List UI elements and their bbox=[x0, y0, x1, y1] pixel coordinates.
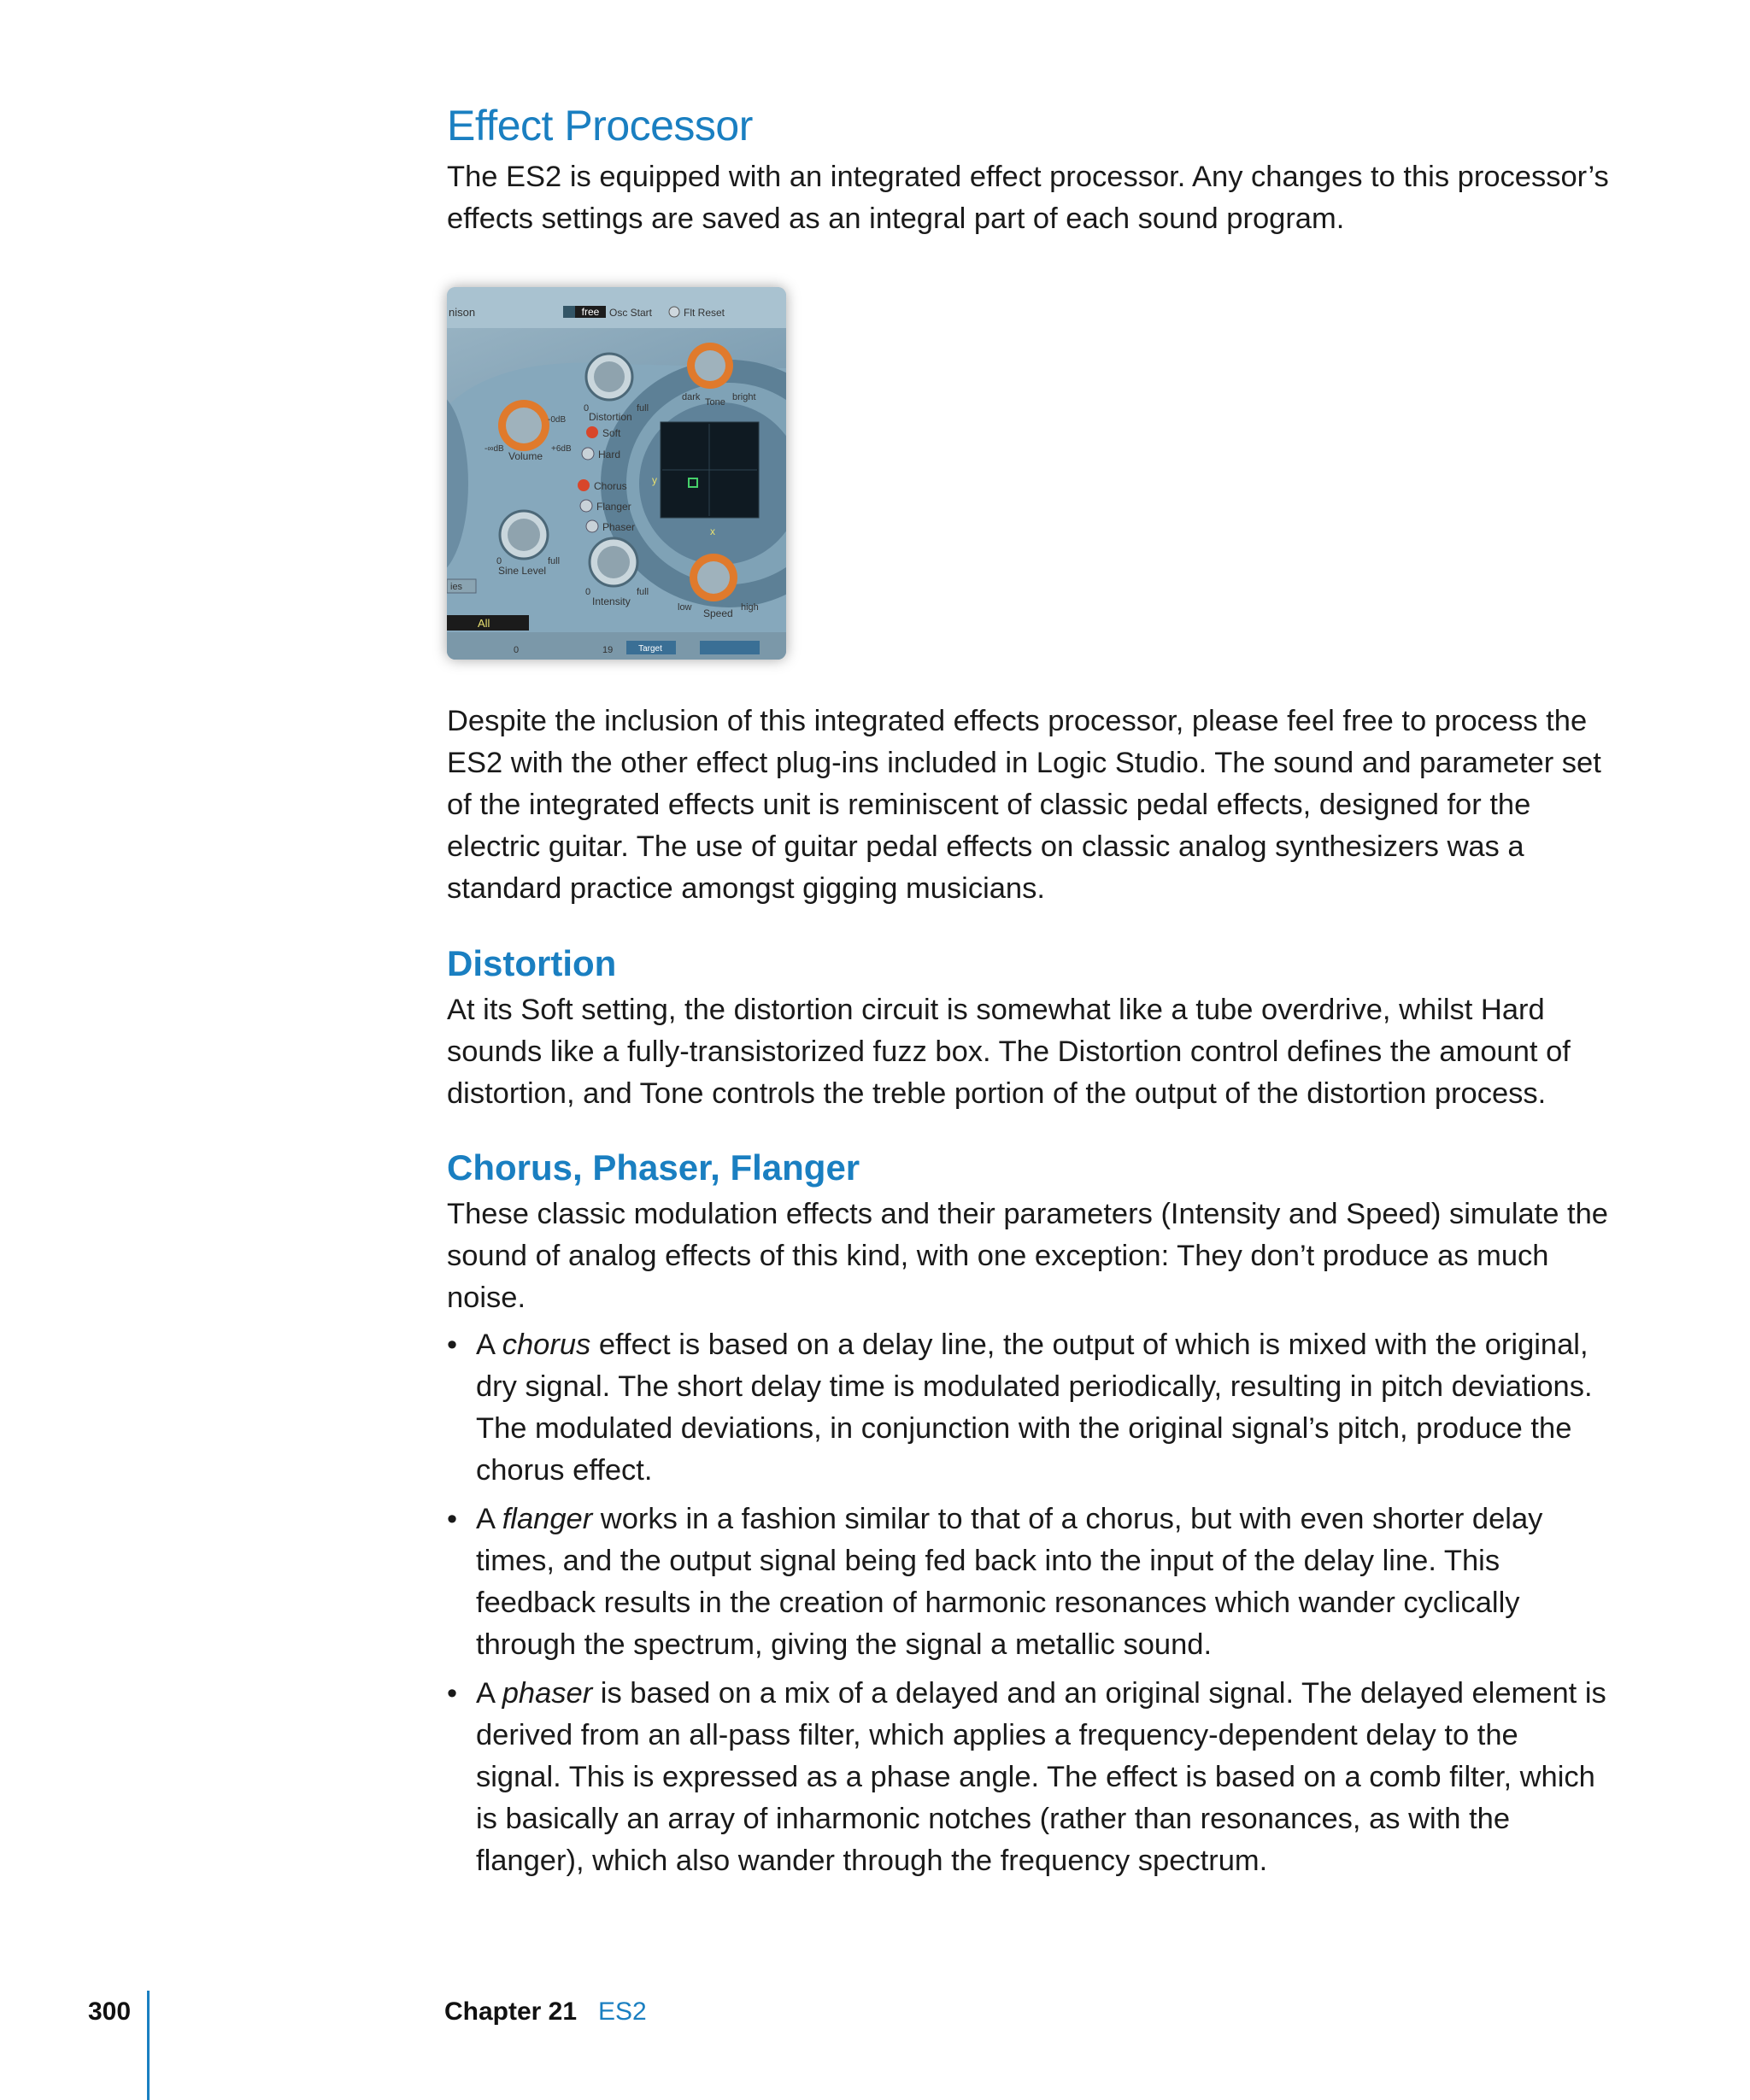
volume-mid: -0dB bbox=[548, 415, 567, 425]
list-item bbox=[447, 1673, 1609, 1882]
footer-divider bbox=[147, 1991, 150, 2100]
sine-min: 0 bbox=[496, 556, 502, 566]
speed-label: Speed bbox=[703, 607, 733, 619]
bullet: • bbox=[447, 1677, 458, 1710]
sine-max: full bbox=[548, 556, 561, 566]
es2-effects-panel-image bbox=[447, 287, 786, 660]
bullet: • bbox=[447, 1329, 458, 1361]
tone-min: dark bbox=[682, 392, 701, 402]
intensity-min: 0 bbox=[585, 587, 591, 597]
soft-label: Soft bbox=[602, 427, 621, 439]
bullet: • bbox=[447, 1503, 458, 1535]
xy-y-label: y bbox=[652, 474, 657, 486]
intensity-max: full bbox=[637, 587, 649, 597]
distortion-paragraph: At its Soft setting, the distortion circuit is somewhat like a tube overdrive, whilst Hard sounds like a fully-transistorized fuzz box. The Distortion control defines the amount of distortion, and Tone controls the treble portion of the output of the distortion process. bbox=[447, 994, 1571, 1110]
body-paragraph: Despite the inclusion of this integrated effects processor, please feel free to process the ES2 with the other effect plug-ins included in Logic Studio. The sound and parameter set of the integrated effects unit is reminiscent of classic pedal effects, designed for the electric guitar. The use of guitar pedal effects on classic analog synthesizers was a standard practice amongst gigging musicians. bbox=[447, 705, 1601, 905]
list-item bbox=[447, 1499, 1609, 1666]
flanger-radio[interactable] bbox=[580, 500, 592, 512]
intro-paragraph: The ES2 is equipped with an integrated effect processor. Any changes to this processor’s effects settings are saved as an integral part of each sound program. bbox=[447, 161, 1609, 235]
volume-label: Volume bbox=[508, 450, 543, 462]
bottom-right-button[interactable] bbox=[700, 641, 760, 654]
speed-min: low bbox=[678, 602, 692, 613]
osc-start-label: Osc Start bbox=[609, 307, 653, 319]
bullet-lead: A bbox=[476, 1677, 502, 1710]
target-label: Target bbox=[638, 644, 662, 654]
footer-chapter-title: ES2 bbox=[598, 1997, 647, 2026]
distortion-label: Distortion bbox=[589, 411, 632, 423]
mode-value: free bbox=[581, 306, 600, 318]
flanger-label: Flanger bbox=[596, 501, 631, 513]
side-tab-label: ies bbox=[450, 582, 463, 592]
bullet-lead: A bbox=[476, 1329, 502, 1361]
xy-x-label: x bbox=[710, 525, 715, 537]
bullet-text: effect is based on a delay line, the output of which is mixed with the original, dry signal. The short delay time is modulated periodically, resulting in pitch deviations. The modulated deviations, in conjunction with the original signal’s pitch, produce the chorus effect. bbox=[476, 1329, 1593, 1487]
chorus-radio[interactable] bbox=[578, 479, 590, 491]
flt-reset-label: Flt Reset bbox=[684, 307, 725, 319]
sine-level-label: Sine Level bbox=[498, 565, 547, 577]
phaser-label: Phaser bbox=[602, 521, 636, 533]
flt-reset-toggle[interactable] bbox=[669, 307, 679, 317]
bullet-term: chorus bbox=[502, 1329, 591, 1361]
hard-label: Hard bbox=[598, 449, 621, 460]
bottom-number: 19 bbox=[602, 645, 614, 655]
bullet-text: works in a fashion similar to that of a chorus, but with even shorter delay times, and the output signal being fed back into the input of the delay line. This feedback results in the creation of harmonic resonances which wander cyclically through the spectrum, giving the signal a metallic sound. bbox=[476, 1503, 1543, 1661]
list-item bbox=[447, 1324, 1609, 1492]
bullet-term: phaser bbox=[502, 1677, 593, 1710]
volume-min: -∞dB bbox=[484, 444, 504, 454]
bullet-term: flanger bbox=[502, 1503, 593, 1535]
bottom-left-value: 0 bbox=[514, 645, 520, 655]
speed-max: high bbox=[741, 602, 759, 613]
bullet-text: is based on a mix of a delayed and an original signal. The delayed element is derived from an all-pass filter, which applies a frequency-dependent delay to the signal. This is expressed as a phase angle. The effect is based on a comb filter, which is basically an array of inharmonic notches (rather than resonances, as with the flanger), which also wander through the frequency spectrum. bbox=[476, 1677, 1606, 1877]
soft-radio[interactable] bbox=[586, 426, 598, 438]
all-button-label: All bbox=[478, 617, 490, 630]
bullet-lead: A bbox=[476, 1503, 502, 1535]
chorus-label: Chorus bbox=[594, 480, 627, 492]
distortion-min: 0 bbox=[584, 403, 590, 414]
volume-max: +6dB bbox=[551, 444, 572, 454]
tone-label: Tone bbox=[705, 397, 725, 408]
chorus-paragraph: These classic modulation effects and their parameters (Intensity and Speed) simulate the sound of analog effects of this kind, with one exception: They don’t produce as much noise. bbox=[447, 1198, 1608, 1314]
hard-radio[interactable] bbox=[582, 448, 594, 460]
phaser-radio[interactable] bbox=[586, 520, 598, 532]
distortion-max: full bbox=[637, 403, 649, 414]
intensity-label: Intensity bbox=[592, 595, 631, 607]
mode-dropdown-arrow[interactable] bbox=[563, 306, 575, 318]
footer-chapter: Chapter 21 bbox=[444, 1997, 578, 2026]
tone-max: bright bbox=[732, 392, 756, 402]
unison-label: nison bbox=[449, 306, 476, 319]
chorus-heading: Chorus, Phaser, Flanger bbox=[447, 1147, 860, 1188]
modulation-bullet-list bbox=[447, 1324, 1609, 1889]
page-number: 300 bbox=[88, 1997, 132, 2026]
distortion-heading: Distortion bbox=[447, 943, 617, 983]
section-title: Effect Processor bbox=[447, 102, 753, 150]
